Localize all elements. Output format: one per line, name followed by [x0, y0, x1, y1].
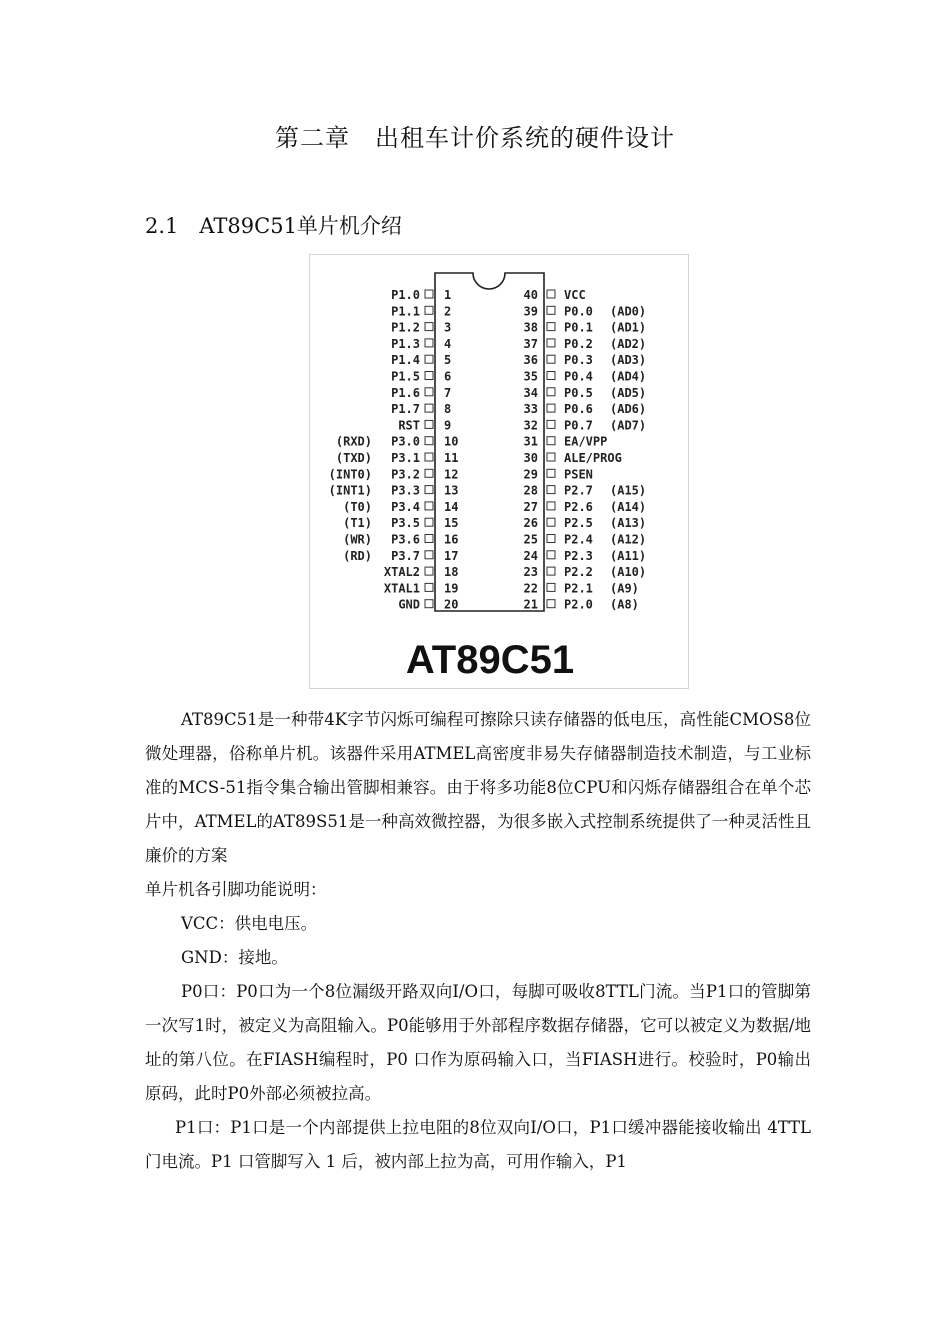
right-pin-number: 35: [523, 369, 538, 384]
left-pin-alt-label: (WR): [343, 532, 372, 547]
left-pin-pad: [425, 469, 433, 477]
right-pin-number: 29: [523, 467, 538, 482]
right-pin-alt-label: (A10): [610, 565, 647, 580]
left-pin-pad: [425, 567, 433, 575]
left-pin-pad: [425, 437, 433, 445]
right-pin-pad: [547, 502, 555, 510]
left-pin-name: P1.2: [391, 320, 420, 335]
right-pin-pad: [547, 486, 555, 494]
right-pin-alt-label: (A15): [610, 483, 647, 498]
left-pin-name: P3.5: [391, 516, 420, 531]
left-pin-pad: [425, 535, 433, 543]
right-pin-number: 34: [523, 385, 538, 400]
right-pin-alt-label: (AD3): [610, 353, 647, 368]
left-pin-name: P1.7: [391, 402, 420, 417]
left-pin-pad: [425, 600, 433, 608]
right-pin-alt-label: (AD6): [610, 402, 647, 417]
right-pin-alt-label: (AD0): [610, 304, 647, 319]
left-pin-number: 19: [444, 581, 459, 596]
right-pin-pad: [547, 453, 555, 461]
right-pin-pad: [547, 469, 555, 477]
left-pin-pad: [425, 355, 433, 363]
right-pin-alt-label: (AD1): [610, 320, 647, 335]
left-pin-name: GND: [398, 597, 420, 612]
right-pin-name: VCC: [564, 288, 586, 302]
right-pin-pad: [547, 600, 555, 608]
right-pin-name: P0.1: [564, 320, 593, 335]
left-pin-number: 2: [444, 304, 452, 319]
right-pin-pad: [547, 306, 555, 314]
left-pin-number: 13: [444, 483, 459, 498]
left-pin-name: P3.1: [391, 451, 420, 465]
right-pin-name: P2.6: [564, 499, 593, 514]
right-pin-number: 24: [523, 548, 538, 563]
left-pin-alt-label: (INT0): [328, 467, 372, 482]
right-pin-pad: [547, 388, 555, 396]
left-pin-pad: [425, 404, 433, 412]
right-pin-name: P2.1: [564, 581, 593, 596]
left-pin-name: P3.7: [391, 548, 420, 563]
left-pin-alt-label: (TXD): [335, 451, 372, 465]
right-pin-name: P0.5: [564, 385, 593, 400]
vcc-description: VCC：供电电压。: [181, 914, 318, 933]
gnd-description: GND：接地。: [181, 948, 288, 967]
right-pin-name: P2.4: [564, 532, 593, 547]
right-pin-name: ALE/PROG: [564, 451, 622, 465]
p0-description: P0口：P0口为一个8位漏级开路双向I/O口，每脚可吸收8TTL门流。当P1口的管脚第一次写1时，被定义为高阻输入。P0能够用于外部程序数据存储器，它可以被定义为数据/地址的第八位。在FIASH编程时，P0 口作为原码输入口，当FIASH进行。校验时，P0输出原码，此时P0外部必须被拉高。: [145, 982, 811, 1103]
right-pin-pad: [547, 323, 555, 331]
right-pin-number: 28: [523, 483, 538, 498]
left-pin-number: 3: [444, 320, 452, 335]
right-pin-number: 33: [523, 402, 538, 417]
right-pin-pad: [547, 355, 555, 363]
right-pin-name: P2.2: [564, 565, 593, 580]
left-pin-number: 14: [444, 499, 459, 514]
left-pin-name: P1.3: [391, 336, 420, 351]
left-pin-number: 7: [444, 385, 452, 400]
left-pin-alt-label: (INT1): [328, 483, 372, 498]
left-pin-name: P1.1: [391, 304, 420, 319]
right-pin-number: 25: [523, 532, 538, 547]
left-pin-alt-label: (RD): [343, 548, 372, 563]
right-pin-name: P0.2: [564, 336, 593, 351]
right-pin-pad: [547, 518, 555, 526]
left-pin-number: 11: [444, 451, 459, 465]
right-pin-number: 37: [523, 336, 538, 351]
chapter-title: 第二章 出租车计价系统的硬件设计: [275, 124, 675, 152]
right-pin-alt-label: (A8): [610, 597, 639, 612]
right-pin-alt-label: (A9): [610, 581, 639, 596]
left-pin-number: 8: [444, 402, 452, 417]
right-pin-number: 32: [523, 418, 538, 433]
left-pin-number: 5: [444, 353, 452, 368]
left-pin-number: 12: [444, 467, 459, 482]
right-pin-number: 38: [523, 320, 538, 335]
intro-paragraph: AT89C51是一种带4K字节闪烁可编程可擦除只读存储器的低电压，高性能CMOS8位微处理器，俗称单片机。该器件采用ATMEL高密度非易失存储器制造技术制造，与工业标准的MCS-51指令集合输出管脚相兼容。由于将多功能8位CPU和闪烁存储器组合在单个芯片中，ATMEL的AT89S51是一种高效微控器，为很多嵌入式控制系统提供了一种灵活性且廉价的方案: [145, 710, 811, 865]
left-pin-pad: [425, 339, 433, 347]
left-pin-number: 1: [444, 288, 452, 302]
left-pin-number: 10: [444, 434, 459, 449]
pinout-diagram: [310, 255, 688, 688]
left-pin-pad: [425, 583, 433, 591]
right-pin-pad: [547, 583, 555, 591]
right-pin-alt-label: (A13): [610, 516, 647, 531]
right-pin-alt-label: (A14): [610, 499, 647, 514]
left-pin-pad: [425, 388, 433, 396]
left-pin-name: P1.5: [391, 369, 420, 384]
left-pin-number: 16: [444, 532, 459, 547]
left-pin-pad: [425, 502, 433, 510]
right-pin-alt-label: (A11): [610, 548, 647, 563]
section-heading: 2.1 AT89C51单片机介绍: [145, 214, 402, 238]
right-pin-name: P0.7: [564, 418, 593, 433]
right-pin-pad: [547, 290, 555, 298]
left-pin-pad: [425, 551, 433, 559]
right-pin-number: 22: [523, 581, 538, 596]
chip-name: AT89C51: [405, 638, 575, 682]
left-pin-name: P3.4: [391, 499, 420, 514]
left-pin-pad: [425, 420, 433, 428]
left-pin-name: XTAL1: [383, 581, 420, 596]
right-pin-alt-label: (AD2): [610, 336, 647, 351]
left-pin-name: P1.4: [391, 353, 420, 368]
right-pin-number: 39: [523, 304, 538, 319]
right-pin-number: 40: [523, 288, 538, 302]
right-pin-alt-label: (AD5): [610, 385, 647, 400]
left-pin-name: XTAL2: [383, 565, 420, 580]
left-pin-number: 18: [444, 565, 459, 580]
right-pin-number: 27: [523, 499, 538, 514]
right-pin-number: 30: [523, 451, 538, 465]
left-pin-number: 4: [444, 336, 452, 351]
left-pin-number: 6: [444, 369, 452, 384]
left-pin-name: P1.6: [391, 385, 420, 400]
right-pin-name: P0.0: [564, 304, 593, 319]
left-pin-name: P3.0: [391, 434, 420, 449]
left-pin-pad: [425, 453, 433, 461]
right-pin-pad: [547, 437, 555, 445]
left-pin-pad: [425, 306, 433, 314]
right-pin-name: EA/VPP: [564, 434, 608, 449]
left-pin-alt-label: (T0): [343, 499, 372, 514]
p1-description: P1口：P1口是一个内部提供上拉电阻的8位双向I/O口，P1口缓冲器能接收输出 4TTL 门电流。P1 口管脚写入 1 后，被内部上拉为高，可用作输入，P1: [145, 1118, 811, 1171]
right-pin-number: 21: [523, 597, 538, 612]
left-pin-pad: [425, 486, 433, 494]
right-pin-number: 26: [523, 516, 538, 531]
left-pin-number: 9: [444, 418, 452, 433]
right-pin-name: PSEN: [564, 467, 593, 482]
left-pin-name: P1.0: [391, 288, 420, 302]
left-pin-pad: [425, 372, 433, 380]
right-pin-name: P0.6: [564, 402, 593, 417]
left-pin-number: 20: [444, 597, 459, 612]
left-pin-pad: [425, 323, 433, 331]
right-pin-pad: [547, 551, 555, 559]
right-pin-name: P0.3: [564, 353, 593, 368]
body-text: [145, 703, 811, 1179]
left-pin-pad: [425, 518, 433, 526]
right-pin-alt-label: (AD7): [610, 418, 647, 433]
right-pin-pad: [547, 372, 555, 380]
left-pin-name: P3.2: [391, 467, 420, 482]
left-pin-alt-label: (T1): [343, 516, 372, 531]
left-pin-name: RST: [398, 418, 420, 433]
left-pin-number: 17: [444, 548, 459, 563]
left-pin-pad: [425, 290, 433, 298]
right-pin-number: 31: [523, 434, 538, 449]
left-pin-number: 15: [444, 516, 459, 531]
right-pin-number: 36: [523, 353, 538, 368]
right-pin-number: 23: [523, 565, 538, 580]
pin-function-heading: 单片机各引脚功能说明：: [145, 880, 327, 899]
right-pin-pad: [547, 404, 555, 412]
right-pin-name: P2.5: [564, 516, 593, 531]
right-pin-name: P2.7: [564, 483, 593, 498]
left-pin-alt-label: (RXD): [335, 434, 372, 449]
right-pin-pad: [547, 535, 555, 543]
right-pin-pad: [547, 420, 555, 428]
right-pin-name: P2.0: [564, 597, 593, 612]
left-pin-name: P3.3: [391, 483, 420, 498]
right-pin-name: P0.4: [564, 369, 593, 384]
left-pin-name: P3.6: [391, 532, 420, 547]
right-pin-alt-label: (AD4): [610, 369, 647, 384]
right-pin-name: P2.3: [564, 548, 593, 563]
right-pin-pad: [547, 567, 555, 575]
right-pin-alt-label: (A12): [610, 532, 647, 547]
pinout-figure: [309, 254, 689, 689]
right-pin-pad: [547, 339, 555, 347]
